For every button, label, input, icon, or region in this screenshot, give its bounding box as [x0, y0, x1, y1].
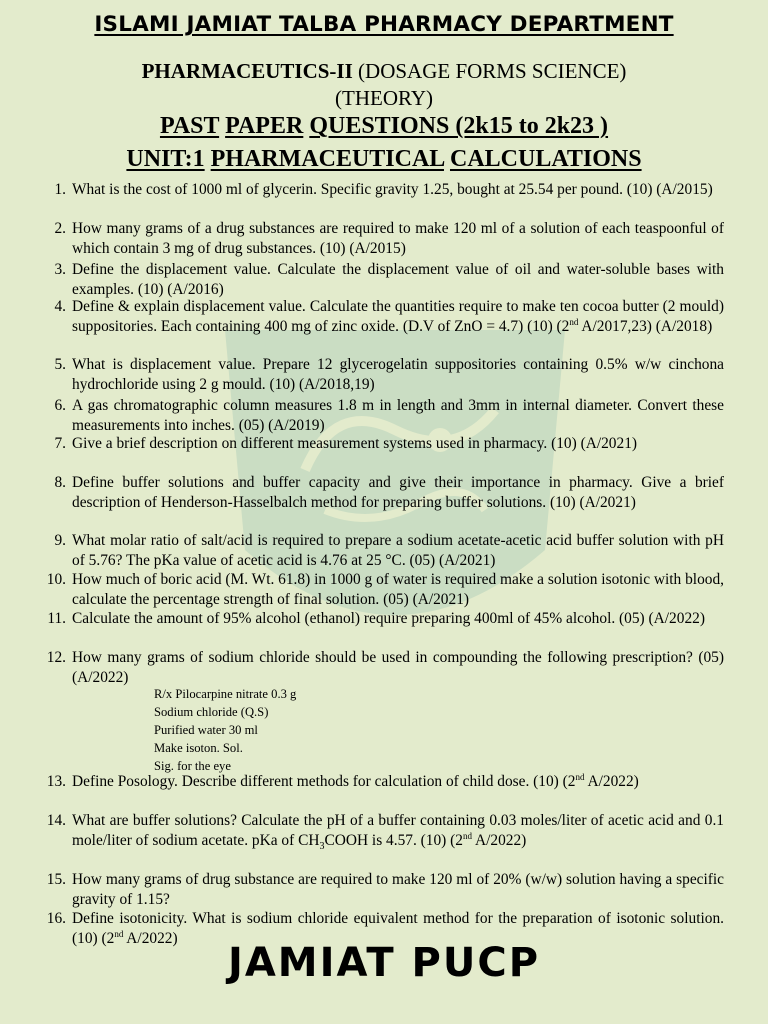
unit-number: UNIT:1	[126, 146, 205, 172]
questions-range: QUESTIONS (2k15 to 2k23 )	[309, 113, 609, 139]
question-text: What molar ratio of salt/acid is required to prepare a sodium acetate-acetic acid buffer solution with pH of 5.76? The pKa value of acetic acid is 4.76 at 25 °C. (05) (A/2021)	[72, 532, 724, 569]
unit-word-2: CALCULATIONS	[449, 146, 642, 172]
unit-heading	[0, 146, 768, 173]
prescription-line: Sig. for the eye	[154, 759, 231, 773]
question-number: 2.	[54, 220, 66, 237]
question-item	[54, 260, 724, 299]
question-number: 12.	[46, 649, 66, 666]
question-number: 3.	[54, 261, 66, 278]
superscript: nd	[114, 928, 124, 939]
department-heading: ISLAMI JAMIAT TALBA PHARMACY DEPARTMENT	[94, 12, 674, 37]
question-number: 5.	[54, 356, 66, 373]
question-text: What is displacement value. Prepare 12 glycerogelatin suppositories containing 0.5% w/w cinchona hydrochloride using 2 g mould. (10) (A/2018,19)	[72, 356, 724, 393]
question-text: How many grams of a drug substances are required to make 120 ml of a solution of each teaspoonful of which contain 3 mg of drug substances. (10) (A/2015)	[72, 220, 724, 257]
question-item	[54, 180, 724, 200]
question-text-cont: A/2022)	[123, 929, 178, 947]
question-item	[46, 570, 724, 609]
question-text-mid: COOH is 4.57. (10) (2	[324, 831, 463, 849]
question-text: Give a brief description on different measurement systems used in pharmacy. (10) (A/2021)	[72, 435, 638, 452]
question-item	[54, 396, 724, 435]
prescription-line: R/x Pilocarpine nitrate 0.3 g	[154, 687, 297, 701]
question-item	[46, 771, 724, 792]
superscript: nd	[569, 316, 579, 327]
question-item	[47, 609, 724, 629]
question-number: 4.	[54, 298, 66, 315]
question-number: 9.	[54, 532, 66, 549]
paper-word: PAPER	[225, 113, 304, 139]
question-text: Calculate the amount of 95% alcohol (ethanol) require preparing 400ml of 45% alcohol. (05) (A/2022)	[72, 610, 705, 627]
prescription-line: Sodium chloride (Q.S)	[154, 705, 269, 719]
question-text-cont: A/2017,23) (A/2018)	[578, 317, 713, 335]
question-text: A gas chromatographic column measures 1.8 m in length and 3mm in internal diameter. Convert these measurements into inches. (05) (A/2019)	[72, 397, 724, 434]
question-text: What are buffer solutions? Calculate the pH of a buffer containing 0.03 moles/liter of acetic acid and 0.1 mole/liter of sodium acetate. pKa of CH	[72, 812, 724, 849]
question-number: 7.	[54, 435, 66, 452]
question-item	[54, 434, 724, 454]
question-number: 11.	[47, 610, 66, 627]
question-item	[54, 297, 724, 336]
question-item	[54, 531, 724, 570]
question-item	[54, 355, 724, 394]
past-paper-heading	[0, 113, 768, 140]
superscript: nd	[575, 771, 585, 782]
question-number: 15.	[46, 871, 66, 888]
unit-word-1: PHARMACEUTICAL	[210, 146, 444, 172]
question-text: Define buffer solutions and buffer capacity and give their importance in pharmacy. Give a brief description of Henderson-Hasselbalch method for preparing buffer solutions. (10) (A/2021)	[72, 474, 724, 511]
question-text: How many grams of sodium chloride should be used in compounding the following prescription? (05) (A/2022)	[72, 649, 724, 686]
subject-name: PHARMACEUTICS-II	[141, 59, 353, 83]
question-number: 16.	[46, 910, 66, 927]
prescription-line: Make isoton. Sol.	[154, 741, 243, 755]
question-text: How much of boric acid (M. Wt. 61.8) in 1000 g of water is required make a solution isotonic with blood, calculate the percentage strength of final solution. (05) (A/2021)	[72, 571, 724, 608]
question-text: How many grams of drug substance are required to make 120 ml of 20% (w/w) solution having a specific gravity of 1.15?	[72, 871, 724, 908]
question-number: 14.	[46, 812, 66, 829]
question-item	[46, 870, 724, 909]
question-text: Define the displacement value. Calculate the displacement value of oil and water-soluble bases with examples. (10) (A/2016)	[72, 261, 724, 298]
subject-title	[0, 58, 768, 112]
prescription-line: Purified water 30 ml	[154, 723, 258, 737]
question-text: What is the cost of 1000 ml of glycerin. Specific gravity 1.25, bought at 25.54 per pound. (10) (A/2015)	[72, 181, 713, 198]
past-word: PAST	[159, 113, 220, 139]
subscript: 3	[319, 840, 325, 852]
question-text: Define & explain displacement value. Calculate the quantities require to make ten cocoa butter (2 mould) suppositories. Each containing 400 mg of zinc oxide. (D.V of ZnO = 4.7) (10) (2	[72, 298, 724, 335]
superscript: nd	[462, 830, 472, 841]
question-text-cont: A/2022)	[584, 773, 639, 790]
question-item	[46, 648, 724, 687]
question-item	[54, 219, 724, 258]
subject-type: (THEORY)	[335, 86, 433, 110]
question-text-cont: A/2022)	[471, 831, 527, 849]
question-number: 1.	[54, 181, 66, 198]
question-text: Define Posology. Describe different methods for calculation of child dose. (10) (2	[72, 773, 576, 790]
question-number: 8.	[54, 474, 66, 491]
question-number: 6.	[54, 397, 66, 414]
question-number: 13.	[46, 773, 66, 790]
question-text: Define isotonicity. What is sodium chloride equivalent method for the preparation of isotonic solution. (10) (2	[72, 910, 724, 947]
subject-detail: (DOSAGE FORMS SCIENCE)	[352, 59, 627, 83]
question-number: 10.	[46, 571, 66, 588]
question-item	[46, 811, 724, 852]
footer-brand: JAMIAT PUCP	[227, 940, 541, 986]
question-item	[54, 473, 724, 512]
